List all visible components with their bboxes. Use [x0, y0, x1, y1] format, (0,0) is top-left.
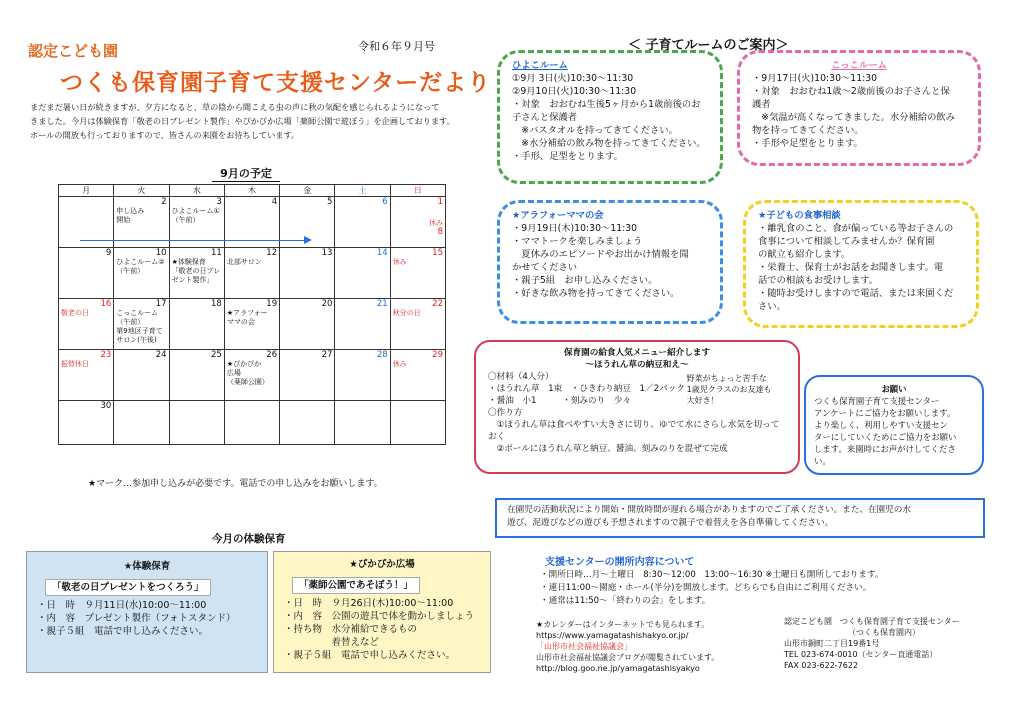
day-number: 1 [437, 197, 443, 207]
calendar-day-cell [59, 401, 114, 445]
calendar-day-cell [114, 401, 169, 445]
calendar-info-line: 「山形市社会福祉協議会」 [536, 642, 632, 651]
pikapika-line: ・内 容 公園の遊具で体を動かしましょう [284, 611, 475, 622]
meal-consult-line: 話での相談もお受けします。 [758, 275, 879, 286]
footer-line: 山形市銅町二丁目19番1号 [784, 639, 880, 648]
arafo-room-box [497, 200, 723, 324]
weekday-header: 土 [335, 185, 390, 197]
kokko-line: ・対象 おおむね1歳～2歳前後のお子さんと保 [752, 86, 950, 97]
calendar-event: ★ぴかぴか [226, 360, 262, 368]
calendar-week-row [59, 299, 446, 350]
calendar-event: ひよこルーム① [171, 207, 220, 215]
hiyoko-room-box [497, 50, 723, 184]
meal-consult-line: ・随時お受けしますので電話、または来園くだ [758, 288, 954, 299]
hiyoko-line: ・対象 おおむね生後5ヶ月から1歳前後のお [512, 99, 701, 110]
meal-consult-line: さい。 [758, 301, 786, 312]
calendar-event: 北部サロン [226, 258, 262, 266]
calendar-day-cell [169, 350, 224, 401]
day-number: 26 [266, 350, 278, 360]
survey-line: アンケートにご協力をお願いします。 [814, 408, 956, 418]
day-number: 23 [100, 350, 112, 360]
kokko-title: こっこルーム [831, 60, 887, 71]
day-number: 30 [100, 401, 112, 411]
calendar-note: ★マーク…参加申し込みが必要です。電話での申し込みをお願いします。 [88, 479, 383, 489]
calendar-event: 広場 [226, 369, 241, 377]
menu-line: おく [488, 432, 506, 442]
day-number: 9 [105, 248, 112, 258]
meal-consult-line: ・栄養士、保育士がお話をお聞きします。電 [758, 262, 944, 273]
calendar-day-cell [390, 248, 445, 299]
hiyoko-line: ※水分補給の飲み物を持ってきてください。 [512, 138, 706, 149]
calendar-day-cell [390, 401, 445, 445]
day-number: 2 [161, 197, 167, 207]
opening-list [540, 569, 883, 608]
calendar-info-line: 山形市社会福祉協議会ブログが閲覧されています。 [536, 653, 720, 662]
pikapika-heading: ★ぴかぴか広場 [349, 559, 415, 570]
calendar-day-cell [280, 350, 335, 401]
calendar-event: 秋分の日 [392, 309, 421, 317]
menu-line: 〇材料（4人分） [488, 372, 554, 382]
day-number: 29 [432, 350, 443, 360]
calendar-url[interactable]: https://www.yamagatashishakyo.or.jp/ [536, 631, 689, 640]
experience-title: 今月の体験保育 [212, 533, 286, 545]
experience-line: ・親子５組 電話で申し込みください。 [37, 626, 209, 637]
day-number: 22 [432, 299, 443, 309]
meal-consult-box [743, 200, 979, 328]
calendar-body [59, 197, 446, 445]
calendar-event: 第9地区子育て [116, 327, 163, 335]
rooms-title: ＜ 子育てルームのご案内＞ [628, 38, 789, 53]
meal-consult-title: ★子どもの食事相談 [758, 210, 841, 221]
day-number: 12 [266, 248, 278, 258]
experience-heading: ★体験保育 [123, 561, 171, 572]
calendar-day-cell [335, 401, 390, 445]
calendar-day-cell [114, 350, 169, 401]
calendar-event: 振替休日 [61, 360, 89, 368]
footer-line: （つくも保育園内） [848, 628, 920, 637]
calendar-event: 開始 [116, 216, 131, 224]
kokko-line: ・9月17日(火)10:30～11:30 [752, 73, 878, 84]
calendar-day-cell [390, 299, 445, 350]
calendar-day-cell [59, 299, 114, 350]
calendar-event: （午前） [171, 216, 200, 224]
experience-subtitle: 「敬老の日プレゼントをつくろう」 [45, 579, 211, 596]
intro-line: まだまだ暑い日が続きますが、夕方になると、草の陰から聞こえる虫の声に秋の気配を感じられるようになって [30, 102, 440, 112]
calendar-event: （午前） [116, 267, 145, 275]
period-arrow [80, 240, 308, 241]
arafo-line: ・親子5組 お申し込みください。 [512, 275, 658, 286]
calendar-day-cell [280, 299, 335, 350]
day-number: 18 [211, 299, 222, 309]
day-number: 15 [432, 248, 443, 258]
menu-dish: ～ほうれん草の納豆和え～ [585, 360, 689, 370]
arafo-line: かせてください [512, 262, 578, 273]
survey-line: い。 [814, 456, 831, 466]
survey-request-box [804, 375, 984, 475]
pikapika-line: ・持ち物 水分補給できるもの [284, 624, 418, 635]
day-number: 8 [437, 227, 443, 237]
calendar-day-cell [114, 299, 169, 350]
day-number: 6 [382, 197, 388, 207]
arafo-line: 夏休みのエピソードやお出かけ情報を聞 [512, 249, 689, 260]
meal-consult-line: の献立も紹介します。 [758, 249, 851, 260]
calendar-day-cell [280, 248, 335, 299]
experience-line: ・内 容 プレゼント製作（フォトスタンド） [37, 613, 236, 624]
day-number: 11 [211, 248, 222, 258]
kokko-line: ※気温が高くなってきました。水分補給の飲み [752, 112, 956, 123]
experience-line: ・日 時 ９月11日(水)10:00～11:00 [37, 600, 207, 611]
menu-heading: 保育園の給食人気メニュー紹介します [563, 348, 711, 358]
footer-line: 認定こども園 つくも保育園子育て支援センター [784, 617, 960, 626]
weekday-header: 金 [280, 185, 335, 197]
pikapika-line: 着替えなど [284, 637, 380, 648]
survey-line: つくも保育園子育て支援センター [814, 396, 940, 406]
calendar-header-row [59, 185, 446, 197]
calendar-event: 敬老の日 [61, 309, 89, 317]
calendar-day-cell [335, 350, 390, 401]
calendar-day-cell [169, 299, 224, 350]
calendar-info [536, 619, 719, 674]
weekday-header: 日 [390, 185, 445, 197]
calendar-week-row [59, 401, 446, 445]
calendar-event: サロン(午後) [116, 336, 157, 344]
calendar-event: 申し込み [116, 207, 145, 215]
calendar-table [58, 184, 446, 445]
arafo-line: ・ママトークを楽しみましょう [512, 236, 643, 247]
day-number: 4 [271, 197, 278, 207]
calendar-day-cell [224, 401, 279, 445]
menu-line: ②ボールにほうれん草と納豆、醤油、刻みのりを混ぜて完成 [488, 444, 728, 454]
day-number: 13 [321, 248, 333, 258]
calendar-day-cell [224, 299, 279, 350]
day-number: 20 [321, 299, 333, 309]
notice-line: 在園児の活動状況により開始・開放時間が遅れる場合がありますのでご了承ください。また、在園児の水 [507, 505, 911, 515]
opening-title: 支援センターの開所内容について [545, 557, 695, 568]
calendar-week-row [59, 350, 446, 401]
blog-url[interactable]: http://blog.goo.ne.jp/yamagatashisyakyo [536, 664, 700, 673]
meal-consult-line: ・離乳食のこと、食が偏っている等お子さんの [758, 223, 954, 234]
menu-side-note: 野菜がちょっと苦手な [686, 374, 767, 383]
day-number: 25 [211, 350, 222, 360]
day-number: 16 [100, 299, 112, 309]
menu-box [474, 340, 800, 474]
day-number: 3 [216, 197, 222, 207]
pikapika-subtitle: 「薬師公園であそぼう！」 [292, 577, 420, 594]
calendar-event: ゼント製作」 [171, 276, 214, 284]
page-title: つくも保育園子育て支援センターだより [60, 70, 492, 96]
day-number: 27 [321, 350, 333, 360]
calendar-day-cell [114, 248, 169, 299]
kokko-room-box [737, 50, 981, 166]
survey-line: ターにしていくためにご協力をお願い [814, 432, 957, 442]
menu-line: 〇作り方 [488, 408, 523, 418]
calendar-day-cell [59, 248, 114, 299]
calendar-day-cell [335, 248, 390, 299]
hiyoko-line: ②9月10日(火)10:30～11:30 [512, 86, 637, 97]
meal-consult-line: 食事について相談してみませんか？保育園 [758, 236, 935, 247]
notice-box [495, 498, 985, 538]
day-number: 21 [376, 299, 388, 309]
experience-box [26, 551, 268, 673]
calendar-event: ママの会 [226, 318, 255, 326]
day-number: 17 [155, 299, 167, 309]
menu-side-note: 大好き！ [686, 396, 719, 405]
calendar-day-cell [335, 299, 390, 350]
calendar-event: 休み [429, 219, 443, 227]
calendar-event: （午前） [116, 318, 145, 326]
calendar-event: （薬師公園） [226, 378, 269, 386]
calendar-day-cell [169, 401, 224, 445]
weekday-header: 水 [169, 185, 224, 197]
intro-line: きました。今月は体験保育「敬老の日プレゼント製作」やぴかぴか広場「薬師公園で遊ぼう」を企画しております。 [30, 116, 455, 126]
calendar-event: 休み [392, 258, 407, 266]
weekday-header: 木 [224, 185, 279, 197]
org-name: 認定こども園 [28, 42, 119, 60]
calendar-day-cell [224, 248, 279, 299]
day-number: 24 [155, 350, 167, 360]
survey-heading: お願い [881, 384, 907, 394]
arrow-head-icon [304, 236, 312, 244]
arafo-title: ★アラフォーママの会 [512, 210, 604, 221]
kokko-line: ・手形や足型をとります。 [752, 138, 863, 149]
arafo-line: ・好きな飲み物を持ってきてください。 [512, 288, 680, 299]
intro-line: ホールの開放も行っておりますので、皆さんの来園をお待ちしています。 [30, 130, 300, 140]
pikapika-line: ・日 時 ９月26日(木)10:00～11:00 [284, 598, 454, 609]
footer-line: FAX 023-622-7622 [784, 661, 859, 670]
calendar-day-cell [335, 197, 390, 248]
calendar-day-cell [224, 350, 279, 401]
kokko-line: 護者 [752, 99, 771, 110]
calendar-day-cell [169, 248, 224, 299]
hiyoko-line: ※バスタオルを持ってきてください。 [512, 125, 678, 136]
opening-line: ・連日11:00～園庭・ホール(半分)を開放します。どちらでも自由にご利用ください。 [540, 583, 872, 593]
opening-line: ・通常は11:50～「終わりの会」をします。 [540, 596, 711, 606]
day-number: 19 [266, 299, 278, 309]
day-number: 5 [326, 197, 333, 207]
menu-line: ・醤油 小1 ・刻みのり 少々 [488, 396, 631, 406]
hiyoko-line: 子さんと保護者 [512, 112, 578, 123]
calendar-event: ★体験保育 [171, 258, 206, 266]
calendar-event: 「敬老の日プレ [171, 267, 221, 275]
arafo-line: ・9月19日(木)10:30～11:30 [512, 223, 638, 234]
calendar-day-cell [390, 197, 445, 248]
menu-line: ①ほうれん草は食べやすい大きさに切り、ゆでて水にさらし水気を切って [488, 420, 780, 430]
calendar-info-line: ★カレンダーはインターネットでも見られます。 [536, 620, 710, 629]
pikapika-box [273, 551, 491, 673]
hiyoko-title: ひよこルーム [512, 60, 568, 71]
menu-line: ・ほうれん草 1束 ・ひきわり納豆 1／2パック [488, 384, 685, 394]
calendar-day-cell [390, 350, 445, 401]
calendar-week-row [59, 248, 446, 299]
opening-line: ・開所日時…月～土曜日 8:30～12:00 13:00～16:30 ※土曜日も開所しております。 [540, 570, 884, 580]
footer-line: TEL 023-674-0010（センター直通電話） [784, 650, 938, 659]
pikapika-line: ・親子５組 電話で申し込みください。 [284, 650, 456, 661]
kokko-line: 物を持ってきてください。 [752, 125, 864, 136]
footer-contact [784, 616, 984, 671]
calendar-day-cell [59, 350, 114, 401]
issue-date: 令和６年９月号 [358, 40, 435, 53]
menu-side-note: 1歳児クラスのお友達も [686, 385, 772, 394]
weekday-header: 火 [114, 185, 169, 197]
calendar-title: 9月の予定 [212, 165, 280, 182]
calendar-day-cell [280, 401, 335, 445]
intro-text [30, 100, 500, 142]
calendar-event: こっこルーム [116, 309, 159, 317]
calendar-event: ★アラフォー [226, 309, 268, 317]
notice-line: 遊び、泥遊びなどの遊びも予想されますので親子で着替えを各自準備してください。 [507, 518, 834, 528]
weekday-header: 月 [59, 185, 114, 197]
day-number: 28 [376, 350, 388, 360]
calendar-event: ひよこルーム② [116, 258, 165, 266]
calendar-event: 休み [392, 360, 407, 368]
hiyoko-line: ・手形、足型をとります。 [512, 151, 623, 162]
hiyoko-line: ①9月 3日(火)10:30～11:30 [512, 73, 634, 84]
survey-line: より楽しく、利用しやすい支援セン [814, 420, 948, 430]
day-number: 14 [376, 248, 388, 258]
day-number: 10 [155, 248, 167, 258]
survey-line: します。来園時にお声がけしてくださ [814, 444, 956, 454]
